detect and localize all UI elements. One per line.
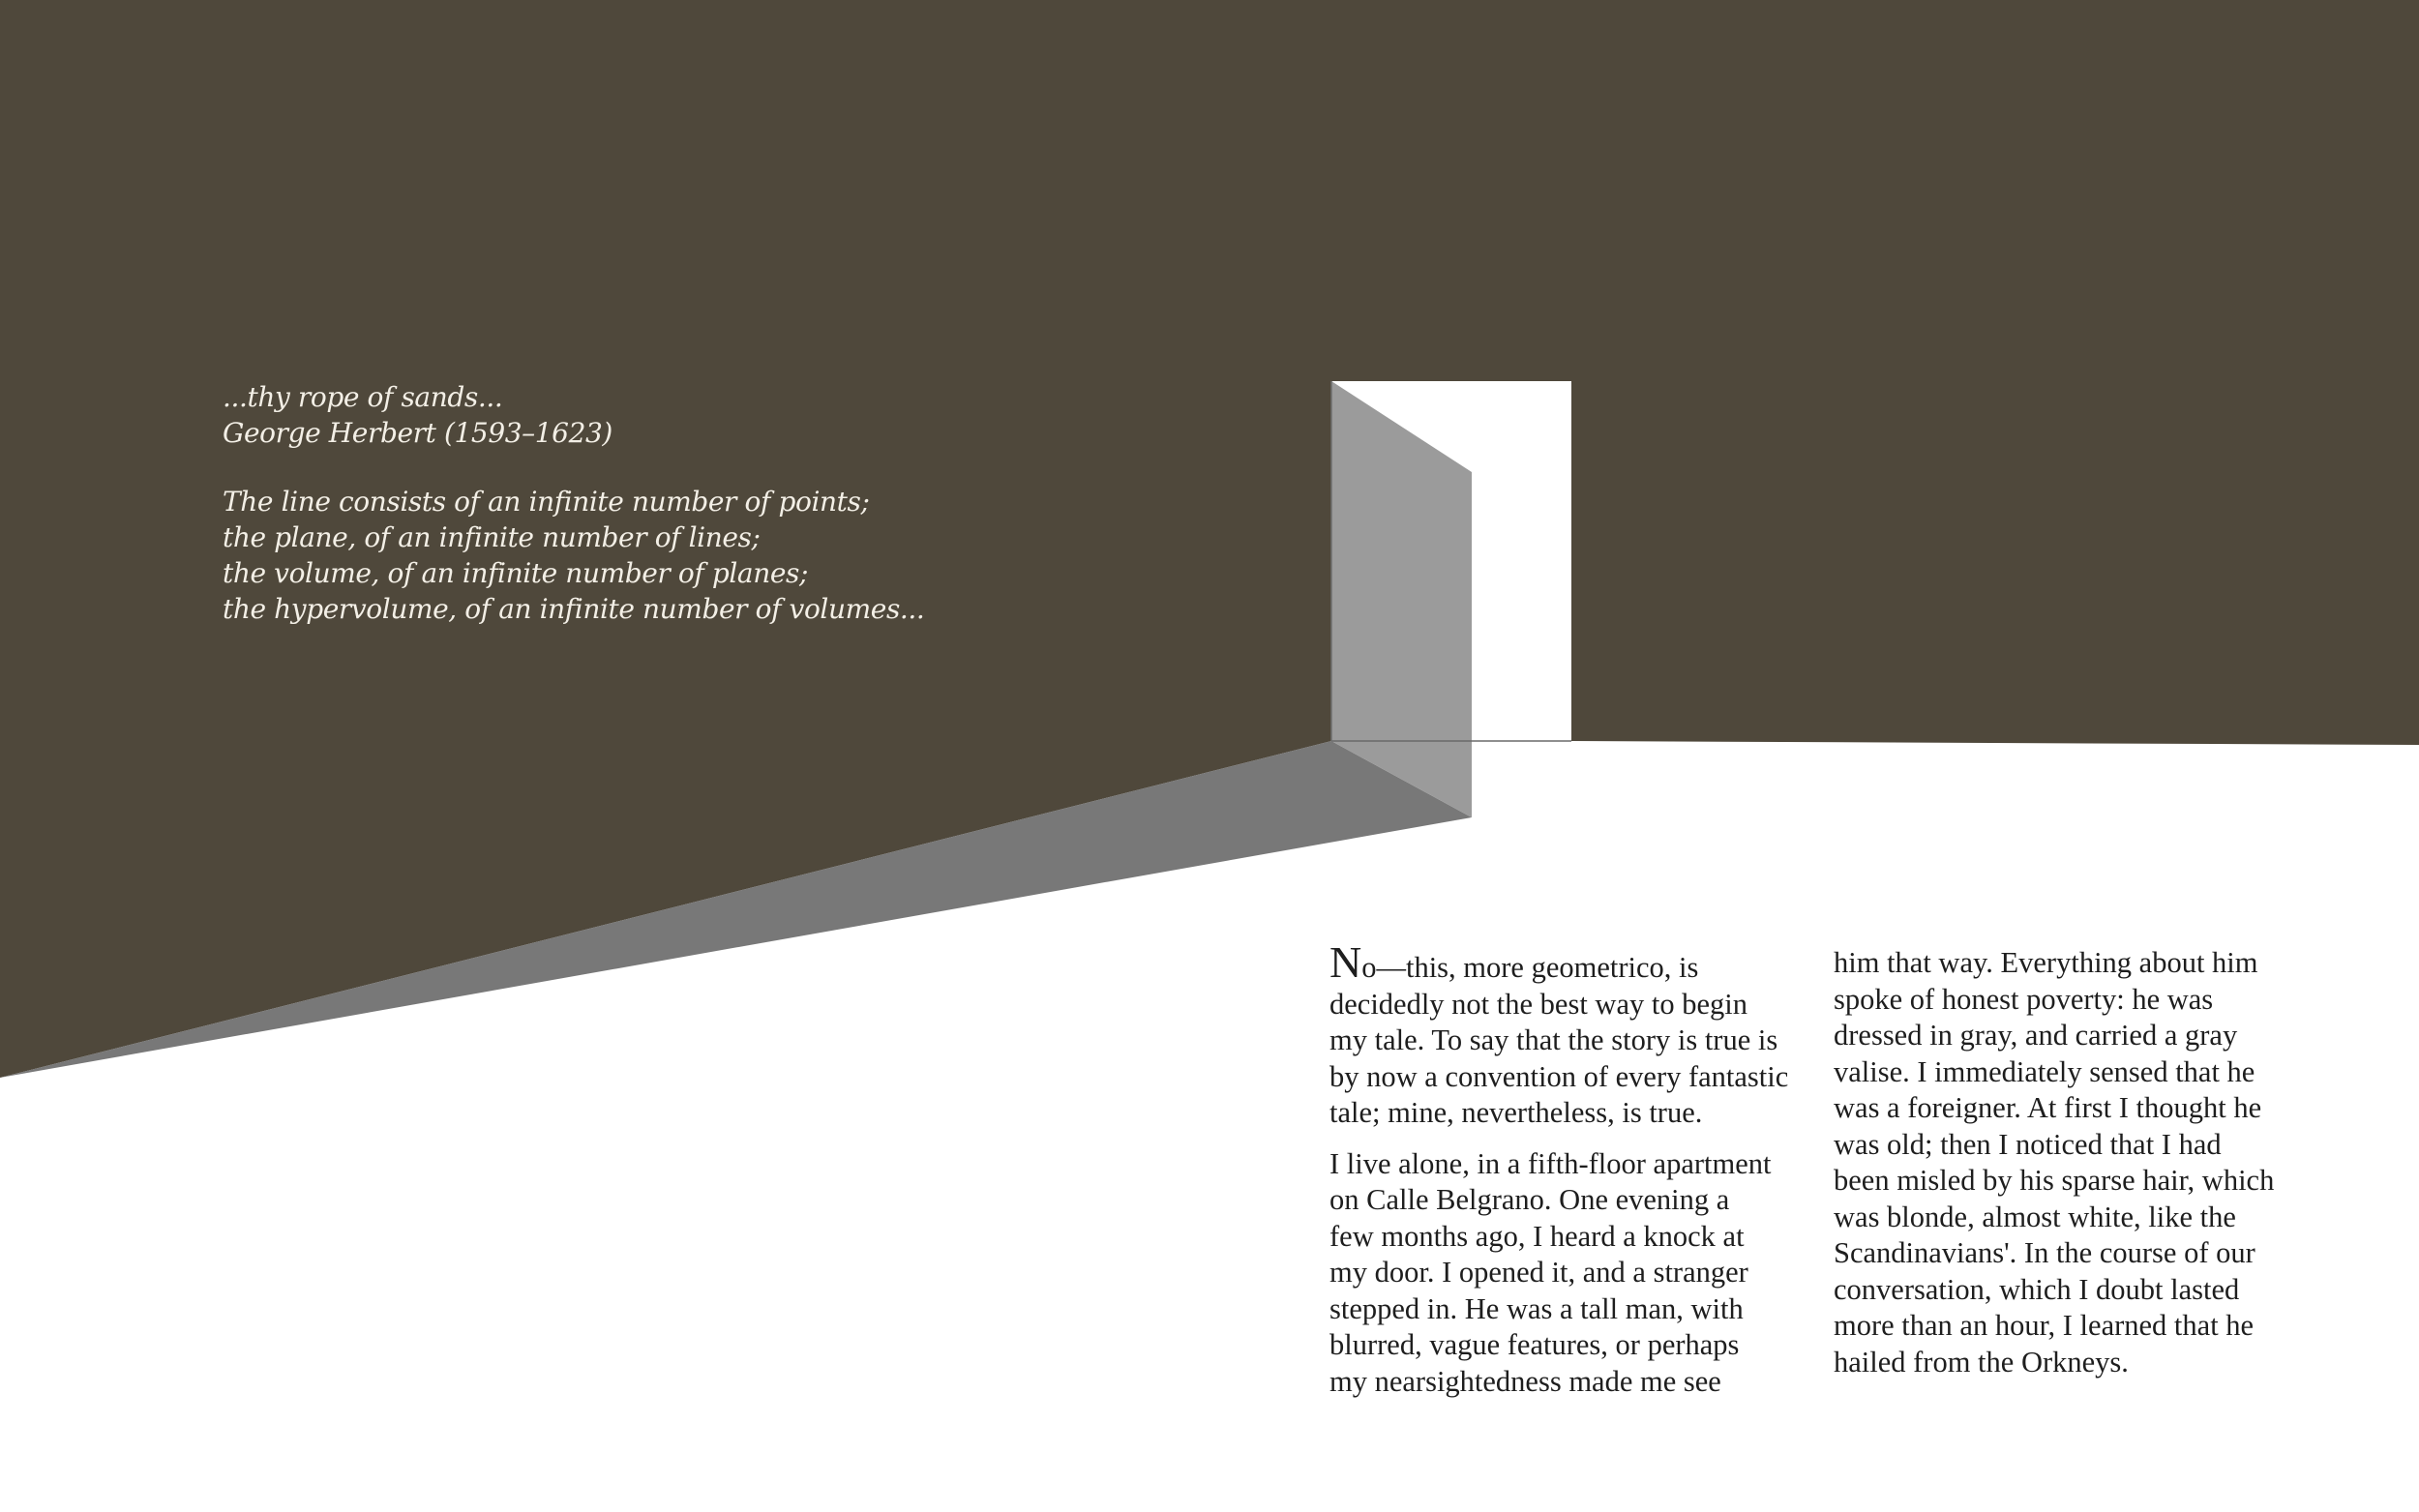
text-line — [1329, 937, 1699, 987]
epigraph-attribution: George Herbert (1593–1623) — [223, 417, 612, 449]
text-line: hailed from the Orkneys. — [1834, 1345, 2129, 1379]
text-line: spoke of honest poverty: he was — [1834, 982, 2214, 1016]
text-line: was blonde, almost white, like the — [1834, 1200, 2236, 1233]
text-line: I live alone, in a fifth-floor apartment — [1329, 1146, 1772, 1180]
text-line: my door. I opened it, and a stranger — [1329, 1256, 1748, 1289]
text-line: dressed in gray, and carried a gray — [1834, 1019, 2238, 1052]
text-line: conversation, which I doubt lasted — [1834, 1272, 2240, 1306]
epigraph-line: ...thy rope of sands... — [223, 381, 503, 413]
story-column-1 — [1329, 937, 1804, 1400]
epigraph-line: the hypervolume, of an infinite number of volumes... — [223, 593, 925, 625]
text-line: blurred, vague features, or perhaps — [1329, 1328, 1740, 1361]
drop-cap: N — [1329, 937, 1362, 987]
epigraph-spacer — [223, 451, 1093, 484]
text-fragment: o—this, more geometrico, is — [1361, 951, 1699, 984]
text-line: valise. I immediately sensed that he — [1834, 1054, 2255, 1088]
text-line: been misled by his sparse hair, which — [1834, 1164, 2275, 1197]
epigraph-line: the volume, of an infinite number of planes; — [223, 557, 809, 589]
text-line: few months ago, I heard a knock at — [1329, 1219, 1745, 1253]
story-paragraph — [1834, 945, 2308, 1380]
text-line: decidedly not the best way to begin — [1329, 987, 1747, 1021]
text-line: on Calle Belgrano. One evening a — [1329, 1183, 1730, 1216]
story-paragraph — [1329, 937, 1804, 1132]
epigraph-line: the plane, of an infinite number of lines; — [223, 521, 761, 553]
text-line: by now a convention of every fantastic — [1329, 1059, 1789, 1093]
text-line: was a foreigner. At first I thought he — [1834, 1091, 2262, 1124]
text-line: was old; then I noticed that I had — [1834, 1127, 2222, 1161]
text-line: my tale. To say that the story is true is — [1329, 1023, 1778, 1056]
story-column-2 — [1834, 945, 2308, 1380]
text-line: more than an hour, I learned that he — [1834, 1309, 2255, 1342]
text-line: tale; mine, nevertheless, is true. — [1329, 1096, 1703, 1129]
text-line: him that way. Everything about him — [1834, 946, 2258, 979]
story-paragraph — [1329, 1146, 1804, 1401]
epigraph — [223, 379, 1093, 627]
text-line: stepped in. He was a tall man, with — [1329, 1291, 1744, 1325]
text-line: Scandinavians'. In the course of our — [1834, 1236, 2255, 1269]
text-line: my nearsightedness made me see — [1329, 1364, 1721, 1398]
epigraph-line: The line consists of an infinite number of points; — [223, 486, 870, 518]
